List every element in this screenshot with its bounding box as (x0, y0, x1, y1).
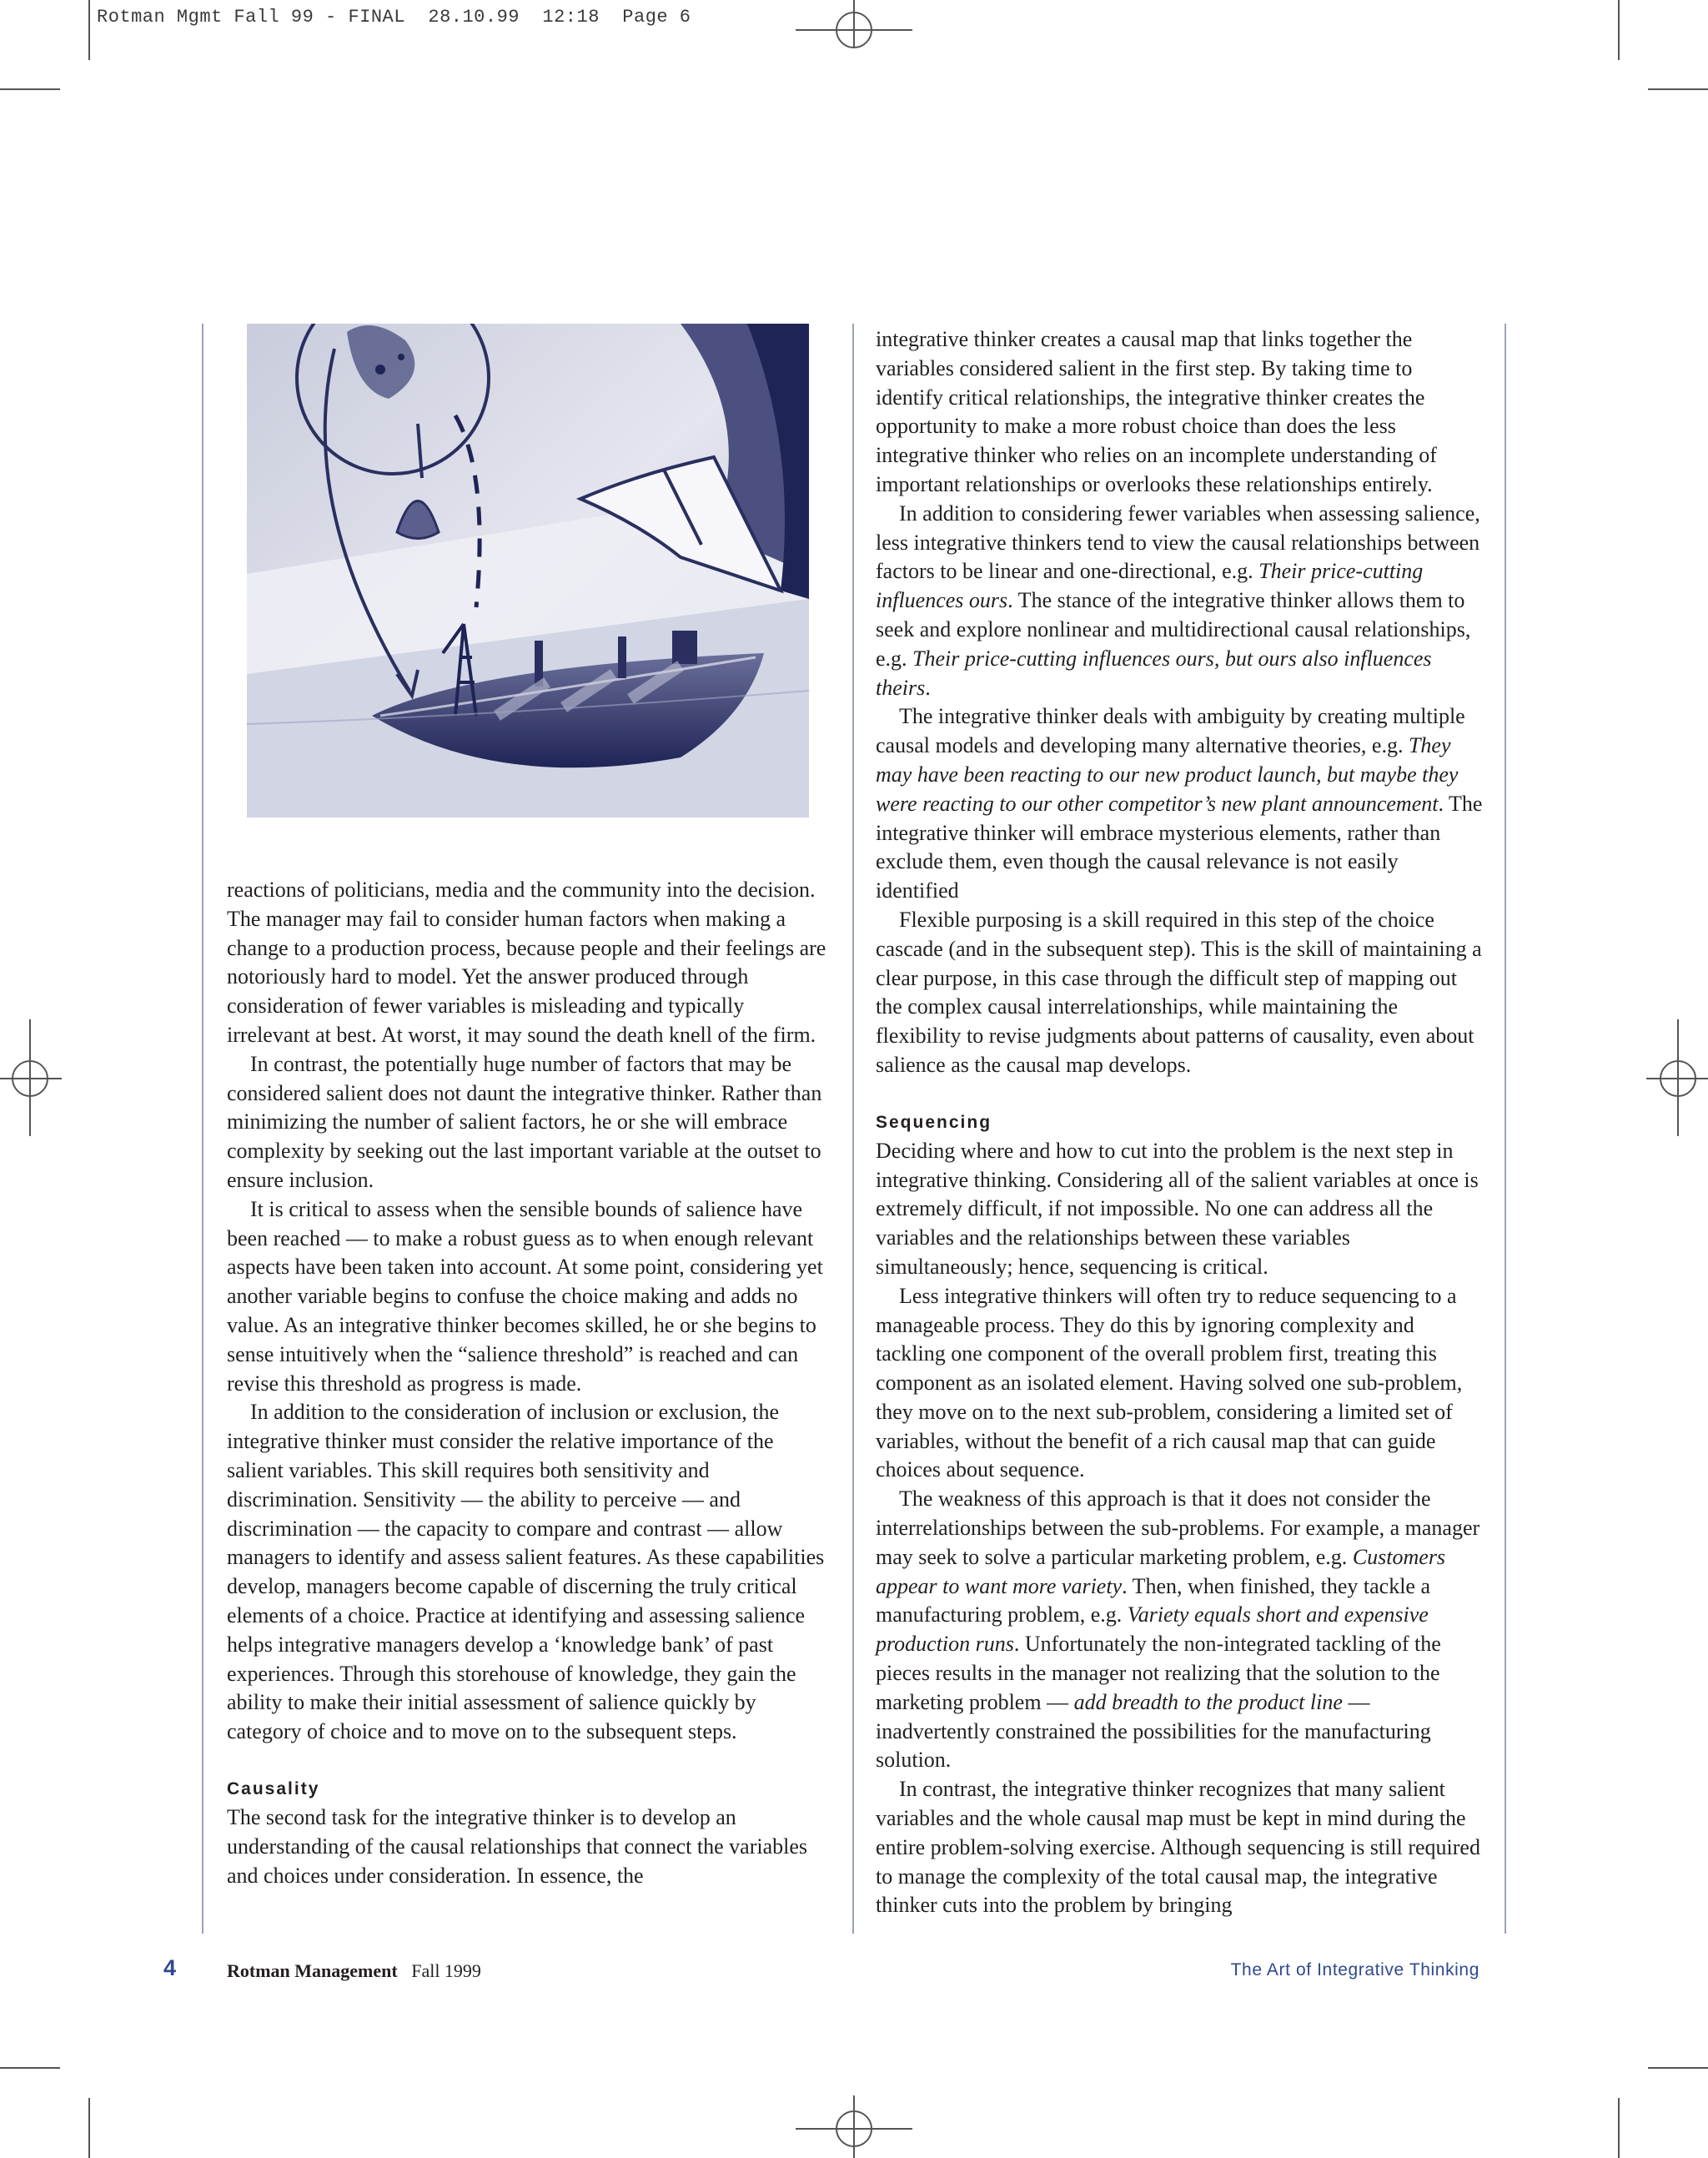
registration-line (853, 0, 855, 47)
print-slug: Rotman Mgmt Fall 99 - FINAL 28.10.99 12:18 Page 6 (97, 7, 691, 28)
body-paragraph: In contrast, the integrative thinker recognizes that many salient variables and the whole causal map must be kept in mind during the entire problem-solving exercise. Although sequencing is still required to manage the complexity of the total causal map, the integrative thinker cuts into the problem by bringing (876, 1777, 1480, 1918)
body-paragraph: In addition to the consideration of inclusion or exclusion, the integrative thinker must consider the relative importance of the salient variables. This skill requires both sensitivity and discrimination. Sensitivity — the ability to perceive — and discrimination — the capacity to compare and contrast — allow managers to identify and assess salient features. As these capabilities develop, managers become capable of discerning the truly critical elements of a choice. Practice at identifying and assessing salience helps integrative managers develop a ‘knowledge bank’ of past experiences. Through this storehouse of knowledge, they gain the ability to make their initial assessment of salience quickly by category of choice and to move on to the subsequent steps. (227, 1400, 825, 1744)
example-quote: Variety equals short and expensive production runs (876, 1602, 1429, 1657)
publication-line (227, 1960, 481, 1982)
article-title: The Art of Integrative Thinking (1230, 1960, 1479, 1979)
column-rule-left (202, 324, 203, 1934)
crop-mark (1648, 2067, 1708, 2069)
crop-mark (0, 2067, 60, 2069)
section-heading-sequencing: Sequencing (876, 1112, 992, 1132)
column-rule-middle (852, 324, 854, 1934)
body-paragraph: reactions of politicians, media and the community into the decision. The manager may fail to consider human factors when making a change to a production process, because people and their feelings are notoriously hard to model. Yet the answer produced through consideration of fewer variables is misleading and typically irrelevant at best. At worst, it may sound the death knell of the firm. (227, 878, 826, 1047)
body-paragraph: Deciding where and how to cut into the problem is the next step in integrative thinking. Considering all of the salient variables at once is extremely difficult, if not impossible. No one can address all the variables and the relationships between these variables simultaneously; hence, sequencing is critical. (876, 1138, 1479, 1279)
crop-mark (1618, 2098, 1620, 2158)
example-quote: Customers appear to want more variety (876, 1544, 1446, 1598)
body-paragraph: The second task for the integrative thinker is to develop an understanding of the causal relationships that connect the variables and choices under consideration. In essence, the (227, 1804, 807, 1888)
body-paragraph: In contrast, the potentially huge number of factors that may be considered salient does not daunt the integrative thinker. Rather than minimizing the number of salient factors, he or she will embrace complexity by seeking out the last important variable at the outset to ensure inclusion. (227, 1051, 822, 1192)
right-column (876, 325, 1484, 1920)
body-paragraph: In addition to considering fewer variables when assessing salience, less integrative thinkers tend to view the causal relationships between factors to be linear and one-directional, e.g. Their price-cutting influences ours. The stance of the integrative thinker allows them to seek and explore nonlinear and multidirectional causal relationships, e.g. Their price-cutting influences ours, but ours also influences theirs. (876, 501, 1480, 700)
crop-mark (88, 0, 90, 60)
crop-mark (88, 2098, 90, 2158)
body-paragraph: It is critical to assess when the sensible bounds of salience have been reached — to make a robust guess as to when enough relevant aspects have been taken into account. At some point, considering yet another variable begins to confuse the choice making and adds no value. As an integrative thinker becomes skilled, he or she begins to sense intuitively when the “salience threshold” is reached and can revise this threshold as progress is made. (227, 1196, 823, 1396)
left-column (227, 876, 832, 1890)
body-paragraph: The weakness of this approach is that it does not consider the interrelationships between the sub-problems. For example, a manager may seek to solve a particular marketing problem, e.g. Customers appear to want more variety. Then, when finished, they tackle a manufacturing problem, e.g. Variety equals short and expensive production runs. Unfortunately the non-integrated tackling of the pieces results in the manager not realizing that the solution to the marketing problem — add breadth to the product line — inadvertently constrained the possibilities for the manufacturing solution. (876, 1486, 1480, 1773)
section-heading-causality: Causality (227, 1778, 320, 1798)
registration-line (1677, 1019, 1679, 1136)
body-paragraph: integrative thinker creates a causal map that links together the variables considered salient in the first step. By taking time to identify critical relationships, the integrative thinker creates the opportunity to make a more robust choice than does the less integrative thinker who relies on an incomplete understanding of important relationships or overlooks these relationships entirely. (876, 327, 1437, 496)
body-paragraph: The integrative thinker deals with ambiguity by creating multiple causal models and developing many alternative theories, e.g. They may have been reacting to our new product launch, but maybe they were reacting to our other competitor’s new plant announcement. The integrative thinker will embrace mysterious elements, rather than exclude them, even though the causal relevance is not easily identified (876, 704, 1483, 903)
issue-date: Fall 1999 (411, 1960, 481, 1981)
registration-line (29, 1019, 31, 1136)
page-number: 4 (163, 1955, 177, 1980)
example-quote: They may have been reacting to our new product launch, but maybe they were reacting to our other competitor’s new plant announcement (876, 733, 1459, 816)
publication-name: Rotman Management (227, 1960, 398, 1981)
example-quote: add breadth to the product line (1073, 1689, 1343, 1714)
example-quote: Their price-cutting influences ours, but ours also influences theirs (876, 646, 1432, 700)
crop-mark (0, 88, 60, 90)
body-paragraph: Less integrative thinkers will often try to reduce sequencing to a manageable process. They do this by ignoring complexity and tackling one component of the overall problem first, treating this component as an isolated element. Having solved one sub-problem, they move on to the next sub-problem, considering a limited set of variables, without the benefit of a rich causal map that can guide choices about sequence. (876, 1283, 1463, 1482)
column-rule-right (1505, 324, 1506, 1934)
body-paragraph: Flexible purposing is a skill required in this step of the choice cascade (and in the subsequent step). This is the skill of maintaining a clear purpose, in this case through the difficult step of mapping out the complex causal interrelationships, while maintaining the flexibility to revise judgments about patterns of causality, even about salience as the causal map develops. (876, 907, 1482, 1077)
example-quote: Their price-cutting influences ours (876, 559, 1424, 613)
registration-line (853, 2095, 855, 2158)
ship-and-arrows-illustration-icon (247, 324, 809, 817)
crop-mark (1648, 88, 1708, 90)
crop-mark (1618, 0, 1620, 60)
registration-line (0, 1078, 62, 1079)
